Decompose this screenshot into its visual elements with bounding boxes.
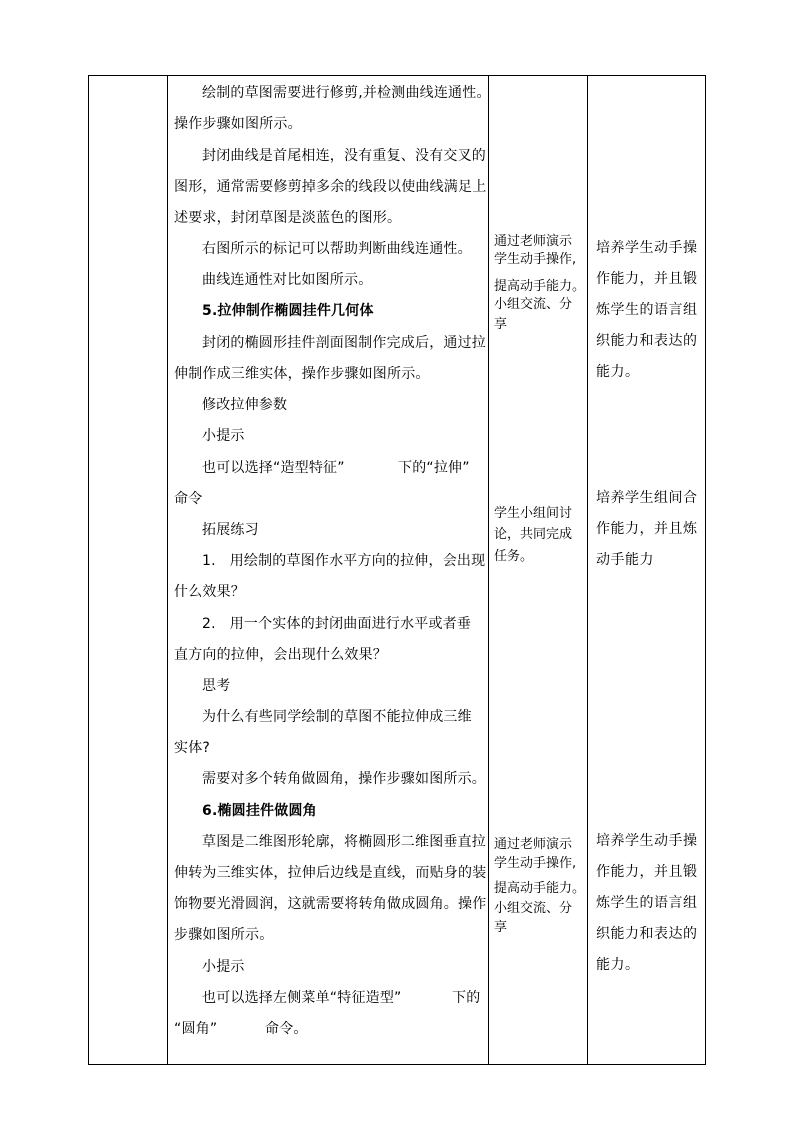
exercise-item: 1. 用绘制的草图作水平方向的拉伸，会出现 (202, 553, 486, 569)
goal-text: 能力。 (596, 364, 640, 380)
content-text: 下的 (452, 990, 481, 1006)
content-text: 操作步骤如图所示。 (174, 116, 302, 132)
column-divider (587, 76, 588, 1064)
goal-text: 作能力，并且炼 (596, 521, 698, 537)
section-heading: 6.椭圆挂件做圆角 (202, 803, 317, 819)
goal-text: 培养学生组间合 (596, 490, 698, 506)
goal-text: 培养学生动手操 (596, 240, 698, 256)
content-text: 述要求，封闭草图是淡蓝色的图形。 (174, 210, 402, 226)
exercise-item: 2. 用一个实体的封闭曲面进行水平或者垂 (202, 616, 472, 632)
content-text: 命令 (174, 491, 203, 507)
content-text: 为什么有些同学绘制的草图不能拉伸成三维 (202, 709, 472, 725)
content-text: 步骤如图所示。 (174, 927, 274, 943)
goal-text: 作能力，并且锻 (596, 271, 698, 287)
activity-text: 通过老师演示 (494, 234, 573, 249)
goal-text: 织能力和表达的 (596, 926, 698, 942)
content-text: 也可以选择“造型特征” (202, 460, 345, 476)
content-text: 封闭曲线是首尾相连，没有重复、没有交叉的 (202, 148, 486, 164)
goal-text: 炼学生的语言组 (596, 302, 698, 318)
activity-text: 享 (494, 317, 508, 332)
activity-text: 学生动手操作, (494, 856, 577, 871)
exercise-item: 直方向的拉伸，会出现什么效果？ (174, 647, 387, 663)
activity-text: 小组交流、分 (494, 297, 573, 312)
content-text: 伸制作成三维实体，操作步骤如图所示。 (174, 366, 430, 382)
content-text: 曲线连通性对比如图所示。 (202, 272, 373, 288)
goal-text: 培养学生动手操 (596, 833, 698, 849)
column-divider (167, 76, 168, 1064)
content-text: 绘制的草图需要进行修剪,并检测曲线连通性。 (202, 85, 491, 101)
activity-text: 学生动手操作, (494, 252, 577, 267)
content-text: 小提示 (202, 959, 245, 975)
activity-text: 提高动手能力。 (494, 881, 586, 896)
content-text: 实体? (174, 740, 211, 756)
activity-text: 论，共同完成 (494, 527, 573, 542)
activity-text: 享 (494, 920, 508, 935)
content-text: 拓展练习 (202, 522, 259, 538)
activity-text: 提高动手能力。 (494, 279, 586, 294)
content-text: 思考 (202, 678, 231, 694)
content-text: 修改拉伸参数 (202, 397, 288, 413)
activity-text: 小组交流、分 (494, 901, 573, 916)
section-heading: 5.拉伸制作椭圆挂件几何体 (202, 303, 374, 319)
content-text: “圆角” (174, 1021, 218, 1037)
content-text: 伸转为三维实体，拉伸后边线是直线，而贴身的装 (174, 865, 487, 881)
content-text: 右图所示的标记可以帮助判断曲线连通性。 (202, 241, 472, 257)
content-text: 命令。 (265, 1021, 308, 1037)
activity-text: 通过老师演示 (494, 837, 573, 852)
goal-text: 织能力和表达的 (596, 333, 698, 349)
content-text: 小提示 (202, 428, 245, 444)
goal-text: 炼学生的语言组 (596, 895, 698, 911)
goal-text: 作能力，并且锻 (596, 864, 698, 880)
content-text: 也可以选择左侧菜单“特征造型” (202, 990, 402, 1006)
exercise-item: 什么效果？ (174, 584, 245, 600)
goal-text: 能力。 (596, 957, 640, 973)
column-divider (488, 76, 489, 1064)
content-text: 需要对多个转角做圆角，操作步骤如图所示。 (202, 771, 486, 787)
activity-text: 学生小组间讨 (494, 506, 573, 521)
activity-text: 任务。 (494, 549, 534, 564)
content-text: 图形，通常需要修剪掉多余的线段以使曲线满足上 (174, 179, 487, 195)
content-text: 饰物要光滑圆润，这就需要将转角做成圆角。操作 (174, 896, 487, 912)
content-text: 下的“拉伸” (398, 460, 470, 476)
content-text: 草图是二维图形轮廓，将椭圆形二维图垂直拉 (202, 834, 486, 850)
goal-text: 动手能力 (596, 552, 654, 568)
content-text: 封闭的椭圆形挂件剖面图制作完成后，通过拉 (202, 335, 486, 351)
